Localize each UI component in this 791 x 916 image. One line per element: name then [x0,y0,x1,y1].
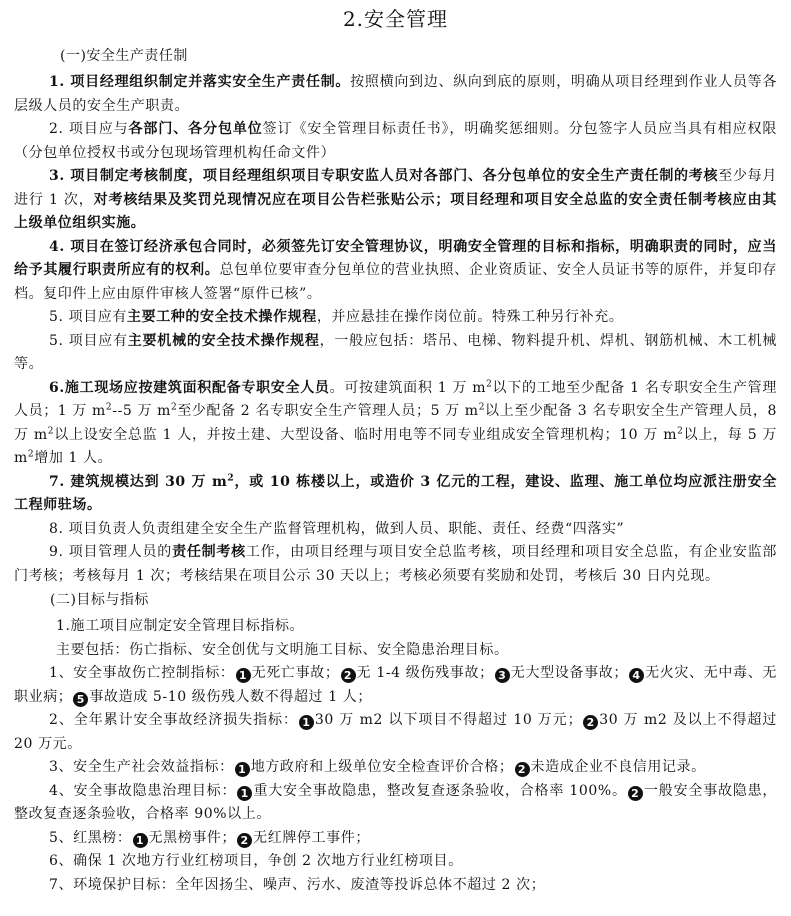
paragraph-6-pre: 5. 项目应有 [49,332,128,349]
target-item-7: 7、环境保护目标：全年因扬尘、噪声、污水、废渣等投诉总体不超过 2 次； [49,876,546,893]
section-heading-responsibility: (一)安全生产责任制 [60,48,188,64]
paragraph-9: 8. 项目负责人负责组建全安全生产监督管理机构，做到人员、职能、责任、经费“四落实” [49,520,625,537]
circled-number-1: 1 [236,668,251,683]
paragraph-2-text: 签订《安全管理目标责任书》，明确奖惩细则。分包签字人员应当具有相应权限（分包单位授权书或分包现场管理机构任命文件） [14,121,777,161]
target-item-4-a: 重大安全事故隐患，整改复查逐条验收，合格率 100%。 [253,782,627,799]
target-item-6: 6、确保 1 次地方行业红榜项目，争创 2 次地方行业红榜项目。 [49,853,463,869]
paragraph-10-pre: 9. 项目管理人员的 [49,544,173,560]
paragraph-7-text-3: --5 万 m [112,403,171,419]
superscript: 2 [486,378,493,389]
paragraph-4 [14,236,777,307]
targets-intro-detail: 主要包括：伤亡指标、安全创优与文明施工目标、安全隐患治理目标。 [56,641,509,658]
circled-number-1: 1 [235,762,250,777]
superscript: 2 [105,402,113,413]
paragraph-1-text: 按照横向到边、纵向到底的原则，明确从项目经理到作业人员等各层级人员的安全生产职责。 [14,74,777,114]
target-item-2-b: 30 万 m2 及以上不得超过 20 万元。 [14,712,777,752]
circled-number-5: 5 [73,692,88,707]
paragraph-7-text-5: 以上至少配备 3 名专职安全生产管理人员，8 万 m [14,403,777,443]
target-item-2 [14,709,777,756]
target-item-1-e: 事故造成 5-10 级伤残人数不得超过 1 人； [89,688,372,705]
target-item-3 [14,756,777,780]
superscript: 2 [27,449,35,460]
target-item-1-a: 无死亡事故； [251,665,340,681]
paragraph-3 [14,165,777,236]
target-item-1-label: 1、安全事故伤亡控制指标： [49,665,235,681]
section-heading-targets: (二)目标与指标 [50,592,149,608]
target-item-4 [14,780,777,827]
paragraph-7-text-1: 。可按建筑面积 1 万 m [329,379,487,396]
target-item-5-a: 无黑榜事件； [148,829,237,846]
target-item-1 [14,662,777,709]
target-item-3-label: 3、安全生产社会效益指标： [49,759,234,775]
paragraph-7-bold: 6.施工现场应按建筑面积配备专职安全人员 [49,379,330,396]
circled-number-3: 3 [495,668,510,683]
circled-number-1: 1 [299,715,314,730]
circled-number-2: 2 [341,668,356,683]
paragraph-3-bold-a: 3. 项目制定考核制度，项目经理组织项目专职安监人员对各部门、各分包单位的安全生产责任制的考核 [49,168,719,184]
target-item-2-a: 30 万 m2 以下项目不得超过 10 万元； [314,712,583,728]
paragraph-10-text: 工作，由项目经理与项目安全总监考核，项目经理和项目安全总监，有企业安监部门考核；考核每月 1 次；考核结果在项目公示 30 天以上；考核必须要有奖励和处罚，考核后 30 日内兑现。 [14,544,777,584]
paragraph-5 [14,306,777,330]
paragraph-4-text: 总包单位要审查分包单位的营业执照、企业资质证、安全人员证书等的原件，并复印存档。复印件上应由原件审核人签署“原件已核”。 [14,262,777,302]
paragraph-6-bold: 主要机械的安全技术操作规程 [127,332,320,349]
paragraph-5-bold: 主要工种的安全技术操作规程 [127,309,317,325]
paragraph-5-pre: 5. 项目应有 [49,309,128,325]
paragraph-2-bold: 各部门、各分包单位 [128,121,263,137]
paragraph-6-text: ，一般应包括：塔吊、电梯、物料提升机、焊机、钢筋机械、木工机械等。 [14,332,777,372]
superscript: 2 [47,425,55,436]
circled-number-2: 2 [515,762,530,777]
superscript: 2 [677,425,684,436]
paragraph-3-bold-b: 对考核结果及奖罚兑现情况应在项目公告栏张贴公示；项目经理和项目安全总监的安全责任制考核应由其上级单位组织实施。 [14,191,777,231]
circled-number-2: 2 [583,715,598,730]
target-item-3-a: 地方政府和上级单位安全检查评价合格； [250,759,514,775]
paragraph-7-text-7: 以上，每 5 万 m [14,426,777,466]
circled-number-1: 1 [133,833,148,848]
targets-intro: 1.施工项目应制定安全管理目标指标。 [56,618,305,634]
paragraph-2-pre: 2. 项目应与 [49,121,129,137]
target-item-5-b: 无红牌停工事件； [253,829,370,846]
target-item-1-d: 无火灾、无中毒、无职业病； [14,665,777,705]
circled-number-4: 4 [629,668,644,683]
paragraph-8-bold-a: 7. 建筑规模达到 30 万 m [49,473,228,490]
paragraph-2 [14,118,777,165]
circled-number-1: 1 [237,786,252,801]
paragraph-7-text-8: 增加 1 人。 [34,450,113,466]
paragraph-5-text: ，并应悬挂在操作岗位前。特殊工种另行补充。 [316,309,624,325]
target-item-3-b: 未造成企业不良信用记录。 [530,759,706,775]
target-item-1-c: 无大型设备事故； [510,665,629,681]
paragraph-3-text: 至少每月进行 1 次， [14,168,778,208]
paragraph-6 [14,330,777,377]
paragraph-7 [14,377,777,471]
target-item-1-b: 无 1-4 级伤残事故； [356,665,494,681]
paragraph-1 [14,71,777,118]
circled-number-2: 2 [237,833,252,848]
paragraph-8 [14,471,777,518]
paragraph-8-bold-b: ，或 10 栋楼以上，或造价 3 亿元的工程，建设、监理、施工单位均应派注册安全工程师驻场。 [14,473,777,513]
paragraph-10-bold: 责任制考核 [172,544,246,560]
paragraph-1-bold: 1. 项目经理组织制定并落实安全生产责任制。 [49,74,351,90]
superscript: 2 [171,402,178,413]
target-item-2-label: 2、全年累计安全事故经济损失指标： [49,712,298,728]
target-item-5-label: 5、红黑榜： [49,829,132,846]
target-item-5 [14,827,777,851]
paragraph-4-bold: 4. 项目在签订经济承包合同时，必须签先订安全管理协议，明确安全管理的目标和指标，明确职责的同时，应当给予其履行职责所应有的权利。 [14,238,777,278]
circled-number-2: 2 [628,786,643,801]
paragraph-10 [14,541,777,588]
paragraph-7-text-2: 以下的工地至少配备 1 名专职安全生产管理人员；1 万 m [14,379,777,419]
target-item-4-b: 一般安全事故隐患，整改复查逐条验收，合格率 90%以上。 [14,782,777,822]
paragraph-7-text-4: 至少配备 2 名专职安全生产管理人员；5 万 m [177,403,479,419]
page-title: 2.安全管理 [342,7,449,31]
superscript: 2 [227,472,235,483]
target-item-4-label: 4、安全事故隐患治理目标： [49,782,237,799]
paragraph-7-text-6: 以上设安全总监 1 人，并按土建、大型设备、临时用电等不同专业组成安全管理机构；10 万 m [54,426,678,443]
superscript: 2 [478,402,486,413]
